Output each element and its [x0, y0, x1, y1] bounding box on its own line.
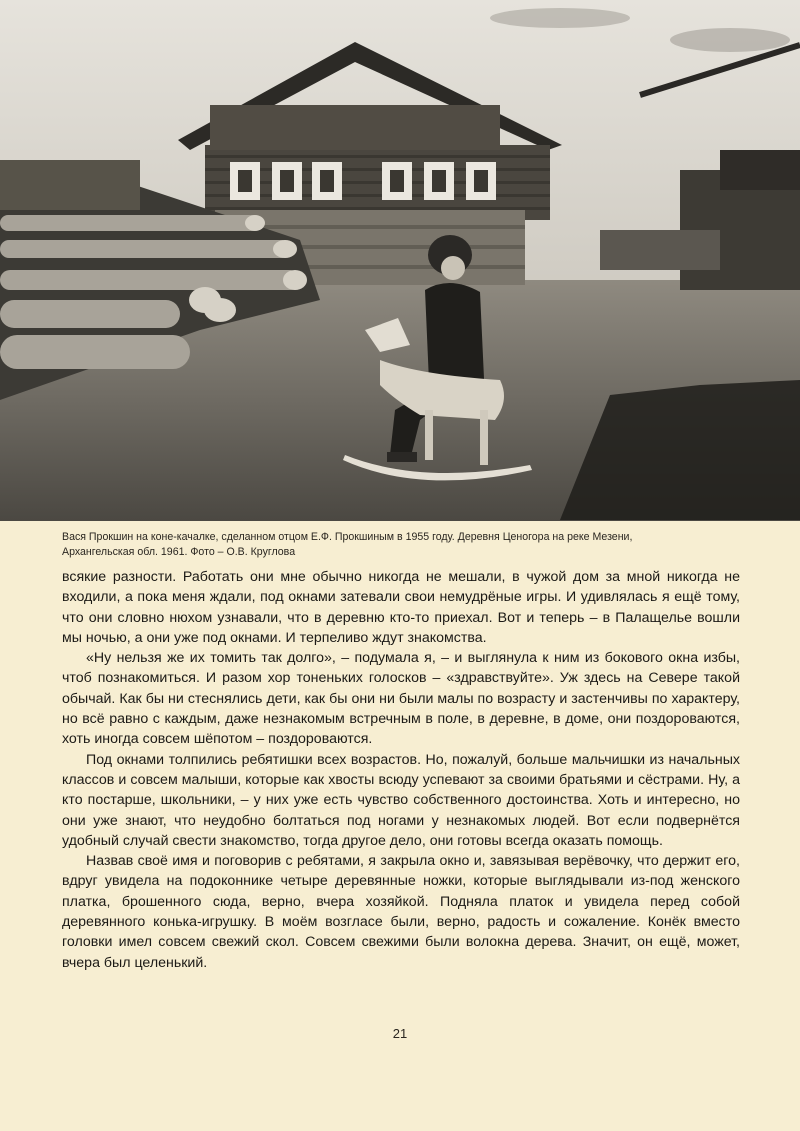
caption-line-1: Вася Прокшин на коне-качалке, сделанном отцом Е.Ф. Прокшиным в 1955 году. Деревня Ценогора на реке Мезени,: [62, 531, 633, 543]
photo-illustration: [0, 0, 800, 521]
paragraph-2: «Ну нельзя же их томить так долго», – подумала я, – и выглянула к ним из бокового окна избы, чтоб познакомиться. И разом хор тоненьких голосков – «здравствуйте». Уж здесь на Севере такой обычай. Как бы ни стеснялись дети, как бы они ни были малы по возрасту и застенчивы по характеру, но всё равно с каждым, даже незнакомым встречным в поле, в деревне, в доме, они поздороваются, хоть иногда совсем шёпотом – поздороваются.: [62, 650, 740, 748]
paragraph-1: всякие разности. Работать они мне обычно никогда не мешали, в чужой дом за мной никогда не входили, а пока меня ждали, под окнами затевали свои немудрёные игры. И удивлялась я ещё тому, что они словно нюхом узнавали, что в деревню кто-то приехал. Вот и теперь – в Палащелье вошли мы ночью, а они уже под окнами. И терпеливо ждут знакомства.: [62, 569, 740, 646]
photo-caption: [62, 530, 752, 560]
paragraph-3: Под окнами толпились ребятишки всех возрастов. Но, пожалуй, больше мальчишки из начальных классов и совсем малыши, которые как хвосты всюду успевают за своими братьями и сёстрами. Ну, а кто постарше, школьники, – у них уже есть чувство собственного достоинства. Хоть и интересно, но они уже знают, что неудобно болтаться под ногами у незнакомых людей. Вот если подвернётся удобный случай свести знакомство, тогда другое дело, они готовы всегда оказать помощь.: [62, 751, 740, 849]
page-number: 21: [392, 1026, 408, 1041]
article-body: [62, 567, 740, 973]
photo-boy-on-rocking-horse: [0, 0, 800, 521]
paragraph-4: Назвав своё имя и поговорив с ребятами, я закрыла окно и, завязывая верёвочку, что держит его, вдруг увидела на подоконнике четыре деревянные ножки, которые выглядывали из-под женского платка, брошенного сюда, верно, вчера хозяйкой. Подняла платок и увидела перед собой деревянного конька-игрушку. В моём возгласе были, верно, радость и сожаление. Конёк вместо головки имел совсем свежий скол. Совсем свежими были волокна дерева. Значит, он ещё, может, вчера был целенький.: [62, 853, 740, 971]
caption-line-2: Архангельская обл. 1961. Фото – О.В. Круглова: [62, 546, 296, 558]
